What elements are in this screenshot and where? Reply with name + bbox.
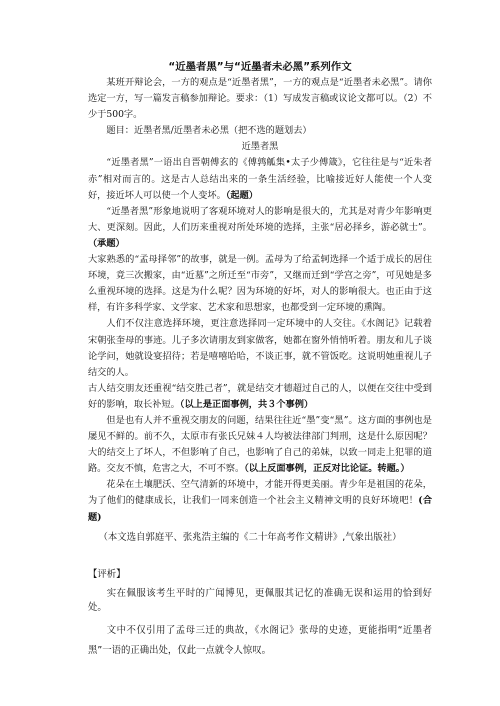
paragraph-text: 但是也有人并不重视交朋友的问题，结果往往近“墨”变“黑”。这方面的事例也是屡见不鲜的。前不久，太原市有张氏兄妹４人均被法律部门判刑，这是什么原因呢？大的结交上了坏人，不但影响了自己，也影响了自己的弟妹，以致一同走上犯罪的道路。交友不慎，危害之大，不可不察。	[88, 414, 432, 475]
essay-paragraph-5	[88, 381, 432, 413]
structure-note: （承题）	[88, 237, 125, 249]
paragraph-text: 古人结交朋友还重视“结交胜己者”，就是结交才德超过自己的人，以便在交往中受到好的影响，取长补短。	[88, 382, 432, 410]
topic-line: 题目：近墨者黑/近墨者未必黑（把不选的题划去）	[106, 125, 312, 137]
structure-note: (合题)	[88, 495, 433, 523]
review-paragraph-2: 文中不仅引用了孟母三迁的典故，《水阁记》张母的史迹，更能指明“近墨者黑”一语的正确出处，仅此一点就令人惊叹。	[88, 625, 432, 656]
paragraph-text: “近墨者黑”形象地说明了客观环境对人的影响是很大的，尤其是对青少年影响更大、更深刻。因此，人们历来重视对所处环境的选择，主张“居必择乡，游必就士”。	[88, 205, 432, 233]
structure-note: （以上是正面事例，共３个事例）	[179, 398, 314, 410]
essay-paragraph-3: 大家熟悉的“孟母择邻”的故事，就是一例。孟母为了给孟轲选择一个适于成长的居住环境，竟三次搬家，由“近墓”之所迁至“市旁”，又继而迁到“学宫之旁”，可见她是多么重视环境的选择。这是为什么呢？因为环境的好坏，对人的影响很大。也正由于这样，有许多科学家、文学家、艺术家和思想家，也都受到一定环境的熏陶。	[88, 254, 432, 314]
structure-note: （起题）	[225, 189, 258, 201]
essay-paragraph-2	[88, 204, 432, 252]
paragraph-text: 花朵在土壤肥沃、空气清新的环境中，才能开得更美丽。青少年是祖国的花朵，为了他们的健康成长，让我们一同来创造一个社会主义精神文明的良好环境吧！	[88, 479, 432, 507]
essay-paragraph-6	[88, 413, 432, 477]
review-heading: 【评析】	[88, 569, 126, 580]
essay-paragraph-4: 人们不仅注意选择环境，更注意选择同一定环境中的人交往。《水阁记》记载着宋朝张奎母的事迹。儿子多次请朋友到家做客，她都在窗外悄悄听着。朋友和儿子谈论学问，她就设宴招待；若是嘻嘻哈哈，不谈正事，就不管饭吃。这说明她重视儿子结交的人。	[88, 318, 432, 378]
prompt-paragraph: 某班开辩论会，一方的观点是“近墨者黑”，一方的观点是“近墨者未必黑”。请你选定一方，写一篇发言稿参加辩论。要求：（1）写成发言稿或议论文都可以。（2）不少于500字。	[88, 77, 432, 121]
structure-note: （以上反面事例，正反对比论证。转题。）	[244, 463, 410, 475]
essay-paragraph-1	[88, 155, 432, 203]
document-title: “近墨者黑”与“近墨者未必黑”系列作文	[168, 61, 352, 73]
essay-content	[88, 59, 432, 526]
paragraph-text: “近墨者黑”一语出自晋朝傅玄的《傅鹑觚集•太子少傅箴》，它往往是与“近朱者赤”相对而言的。这是古人总结出来的一条生活经验，比喻接近好人能使一个人变好，接近坏人可以使一个人变坏。	[88, 157, 432, 201]
essay-paragraph-7	[88, 477, 432, 525]
review-paragraph-1: 实在佩服该考生平时的广闻博见，更佩服其记忆的准确无误和运用的恰到好处。	[88, 588, 432, 613]
source-citation: （本文选自郭庭平、张兆浩主编的《二十年高考作文精讲》,气象出版社）	[98, 532, 402, 543]
essay-title: 近墨者黑	[241, 141, 279, 153]
